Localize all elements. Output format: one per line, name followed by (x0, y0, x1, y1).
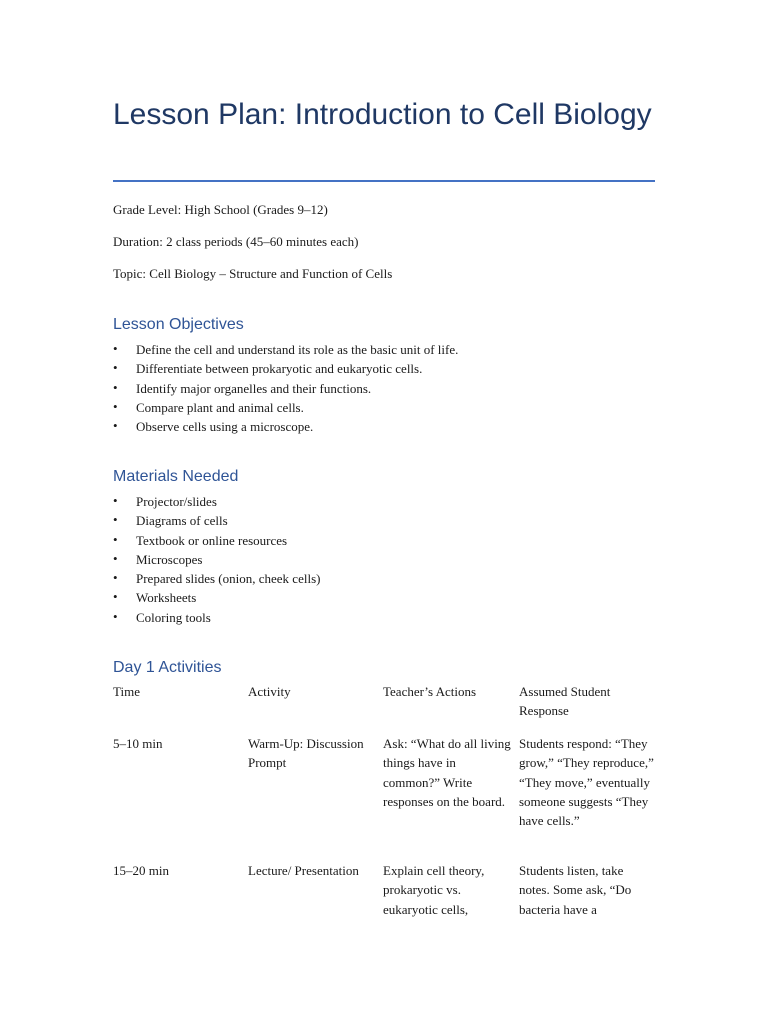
bullet-icon: • (113, 512, 118, 528)
list-item: • Compare plant and animal cells. (113, 398, 304, 415)
duration: Duration: 2 class periods (45–60 minutes each) (113, 234, 359, 249)
bullet-icon: • (113, 379, 118, 395)
table-cell-time: 5–10 min (113, 736, 163, 751)
objectives-list (113, 342, 458, 438)
bullet-icon: • (113, 570, 118, 586)
bullet-icon: • (113, 608, 118, 624)
bullet-icon: • (113, 550, 118, 566)
grade-level: Grade Level: High School (Grades 9–12) (113, 202, 328, 217)
table-cell-teacher-actions: Ask: “What do all living things have in common?” Write responses on the board. (383, 736, 511, 809)
list-item: • Differentiate between prokaryotic and eukaryotic cells. (113, 360, 423, 377)
table-cell-student-response: Students respond: “They grow,” “They reproduce,” “They move,” eventually someone suggests “They have cells.” (519, 736, 654, 829)
column-header-student-response: Assumed Student Response (519, 684, 611, 719)
page-title: Lesson Plan: Introduction to Cell Biology (113, 98, 652, 131)
topic: Topic: Cell Biology – Structure and Function of Cells (113, 266, 393, 281)
list-item: • Microscopes (113, 550, 203, 567)
list-item: • Worksheets (113, 589, 197, 606)
table-cell-teacher-actions: Explain cell theory, prokaryotic vs. eukaryotic cells, (383, 863, 485, 917)
bullet-icon: • (113, 531, 118, 547)
materials-list (113, 494, 320, 629)
column-header-teacher-actions: Teacher’s Actions (383, 684, 477, 699)
bullet-icon: • (113, 341, 118, 356)
title-underline (113, 180, 655, 182)
list-item: • Define the cell and understand its role as the basic unit of life. (113, 341, 459, 357)
list-item: • Observe cells using a microscope. (113, 418, 314, 435)
bullet-icon: • (113, 360, 118, 376)
column-header-time: Time (113, 684, 140, 699)
list-item: • Identify major organelles and their functions. (113, 379, 372, 396)
table-cell-student-response: Students listen, take notes. Some ask, “Do bacteria have a (519, 863, 632, 917)
list-item: • Prepared slides (onion, cheek cells) (113, 570, 321, 587)
day1-heading: Day 1 Activities (113, 659, 222, 676)
column-header-activity: Activity (248, 684, 291, 699)
bullet-icon: • (113, 493, 118, 508)
materials-heading: Materials Needed (113, 468, 239, 485)
list-item: • Textbook or online resources (113, 531, 288, 548)
table-cell-activity: Warm-Up: Discussion Prompt (248, 736, 364, 771)
table-cell-time: 15–20 min (113, 863, 169, 878)
table-cell-activity: Lecture/ Presentation (248, 863, 359, 878)
list-item: • Coloring tools (113, 608, 211, 625)
bullet-icon: • (113, 398, 118, 414)
list-item: • Projector/slides (113, 493, 217, 509)
bullet-icon: • (113, 589, 118, 605)
bullet-icon: • (113, 418, 118, 434)
list-item: • Diagrams of cells (113, 512, 228, 529)
objectives-heading: Lesson Objectives (113, 316, 244, 333)
